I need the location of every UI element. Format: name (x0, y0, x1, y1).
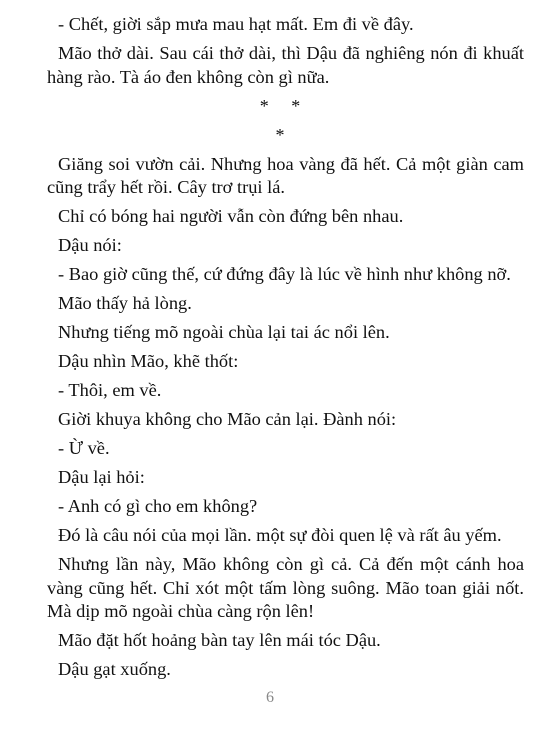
paragraph-17: Mão đặt hốt hoảng bàn tay lên mái tóc Dậu. (58, 630, 381, 650)
paragraph-14: - Anh có gì cho em không? (58, 496, 258, 516)
page-number: 6 (266, 689, 274, 706)
paragraph-2: Mão thở dài. Sau cái thở dài, thì Dậu đã nghiêng nón đi khuất hàng rào. Tà áo đen không còn gì nữa. (47, 43, 524, 87)
paragraph-5: Dậu nói: (58, 235, 122, 255)
paragraph-1: - Chết, giời sắp mưa mau hạt mất. Em đi về đây. (58, 14, 414, 34)
paragraph-11: Giời khuya không cho Mão cản lại. Đành nói: (58, 409, 397, 429)
paragraph-8: Nhưng tiếng mõ ngoài chùa lại tai ác nổi lên. (58, 322, 390, 342)
paragraph-18: Dậu gạt xuống. (58, 659, 171, 679)
paragraph-4: Chỉ có bóng hai người vẫn còn đứng bên nhau. (58, 206, 404, 226)
section-separator-star-bottom: * (275, 124, 285, 145)
document-page (47, 13, 524, 682)
paragraph-6: - Bao giờ cũng thế, cứ đứng đây là lúc về hình như không nỡ. (58, 264, 511, 284)
paragraph-10: - Thôi, em về. (58, 380, 162, 400)
paragraph-15: Đó là câu nói của mọi lần. một sự đòi quen lệ và rất âu yếm. (58, 525, 502, 545)
paragraph-7: Mão thấy hả lòng. (58, 293, 192, 313)
paragraph-3: Giăng soi vườn cải. Nhưng hoa vàng đã hết. Cả một giàn cam cũng trẩy hết rồi. Cây trơ trụi lá. (47, 153, 524, 197)
paragraph-9: Dậu nhìn Mão, khẽ thốt: (58, 351, 239, 371)
paragraph-12: - Ừ về. (58, 438, 110, 458)
section-separator-stars-top: * * (259, 95, 301, 116)
paragraph-13: Dậu lại hỏi: (58, 467, 145, 487)
paragraph-16: Nhưng lần này, Mão không còn gì cả. Cả đến một cánh hoa vàng cũng hết. Chỉ xót một tấm lòng suông. Mão toan giải nốt. Mà dịp mõ ngoài chùa càng rộn lên! (47, 554, 524, 621)
